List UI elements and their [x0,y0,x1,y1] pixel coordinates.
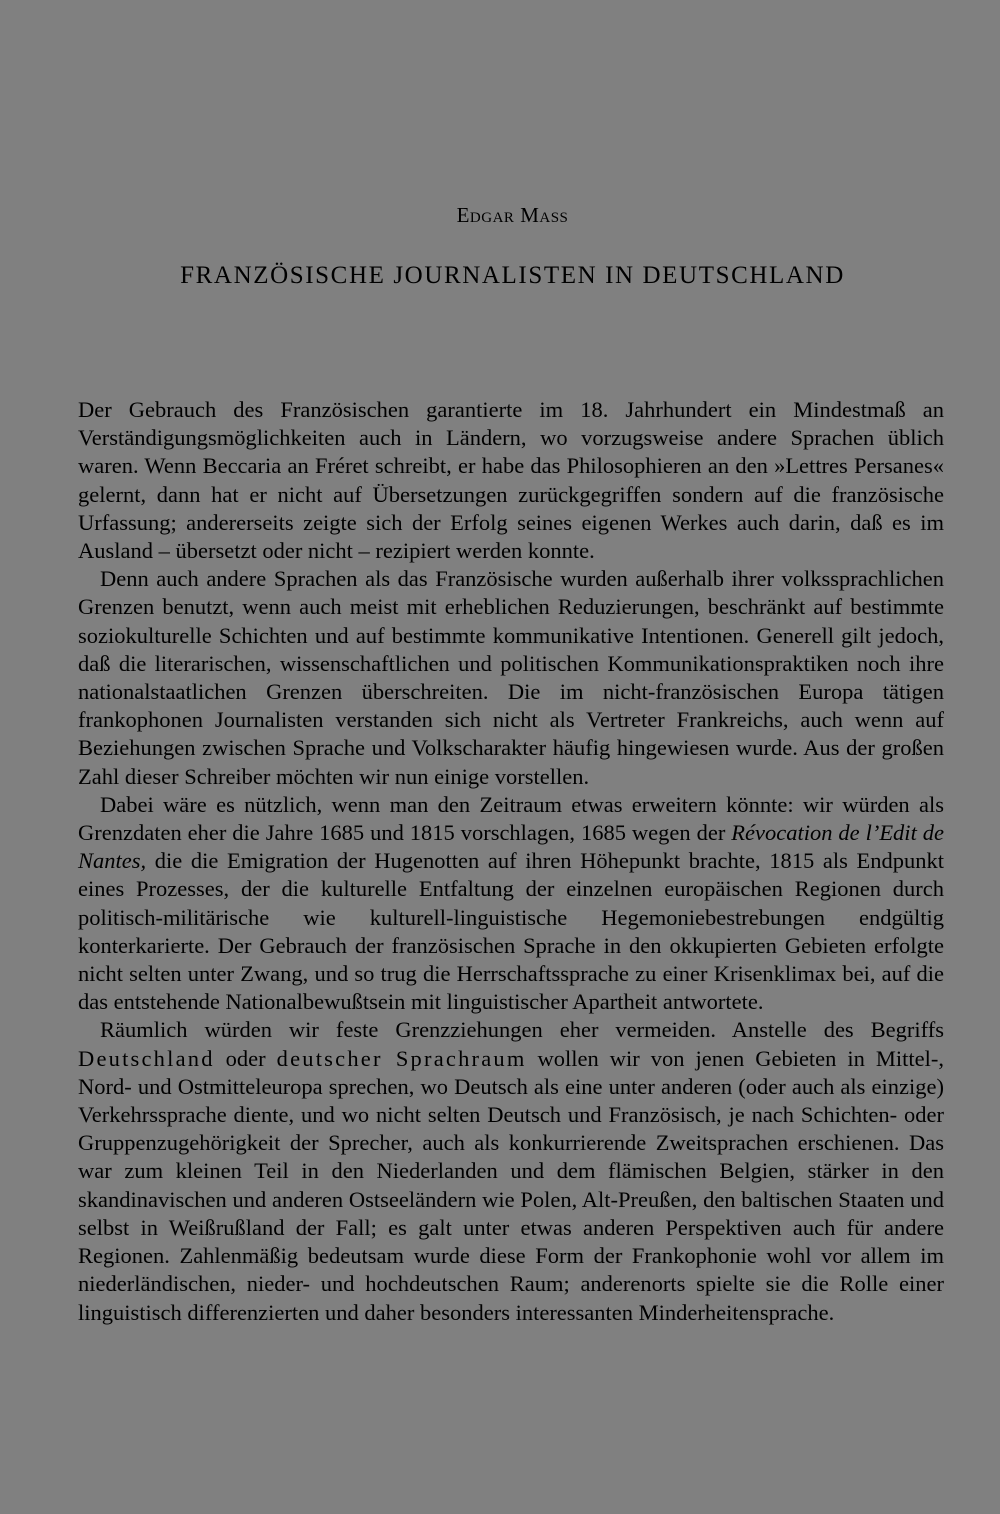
paragraph-1: Der Gebrauch des Französischen garantierte im 18. Jahrhundert ein Mindestmaß an Verständigungsmöglichkeiten auch in Ländern, wo vorzugsweise andere Sprachen üblich waren. Wenn Beccaria an Fréret schreibt, er habe das Philosophieren an den »Lettres Persanes« gelernt, dann hat er nicht auf Übersetzungen zurückgegriffen sondern auf die französische Urfassung; andererseits zeigte sich der Erfolg seines eigenen Werkes auch darin, daß es im Ausland – übersetzt oder nicht – rezipiert werden konnte. [78,397,944,564]
author-name: Edgar Mass [456,203,569,227]
article-body [78,396,944,1327]
paragraph-3-text-b: die die Emigration der Hugenotten auf ihren Höhepunkt brachte, 1815 als Endpunkt eines Prozesses, der die kulturelle Entfaltung der einzelnen europäischen Regionen durch politisch-militärische wie kulturell-linguistische Hegemoniebestrebungen endgültig konterkarierte. Der Gebrauch der französischen Sprache in den okkupierten Gebieten erfolgte nicht selten unter Zwang, und so trug die Herrschaftssprache zu einer Krisenklimax bei, auf die das entstehende Nationalbewußtsein mit linguistischer Apartheit antwortete. [78,848,944,1015]
spaced-term-sprachraum: deutscher Sprachraum [276,1045,527,1071]
paragraph-3-text-a: Dabei wäre es nützlich, wenn man den Zeitraum etwas erweitern könnte: wir würden als Grenzdaten eher die Jahre 1685 und 1815 vorschlagen, 1685 wegen der [78,791,944,846]
paragraph-4-text-a: Räumlich würden wir feste Grenzziehungen eher vermeiden. Anstelle des Begriffs [100,1017,944,1043]
article-title: FRANZÖSISCHE JOURNALISTEN IN DEUTSCHLAND [180,262,845,289]
paragraph-4 [78,1016,944,1326]
paragraph-4-text-b: oder [214,1045,277,1071]
paragraph-2: Denn auch andere Sprachen als das Französische wurden außerhalb ihrer volkssprachlichen Grenzen benutzt, wenn auch meist mit erheblichen Reduzierungen, beschränkt auf bestimmte soziokulturelle Schichten und auf bestimmte kommunikative Intentionen. Generell gilt jedoch, daß die literarischen, wissenschaftlichen und politischen Kommunikationspraktiken noch ihre nationalstaatlichen Grenzen überschreiten. Die im nicht-französischen Europa tätigen frankophonen Journalisten verstanden sich nicht als Vertreter Frankreichs, auch wenn auf Beziehungen zwischen Sprache und Volkscharakter häufig hingewiesen wurde. Aus der großen Zahl dieser Schreiber möchten wir nun einige vorstellen. [78,566,944,789]
paragraph-4-text-c: wollen wir von jenen Gebieten in Mittel-, Nord- und Ostmitteleuropa sprechen, wo Deutsch als eine unter anderen (oder auch als einzige) Verkehrssprache diente, und wo nicht selten Deutsch und Französisch, je nach Schichten- oder Gruppenzugehörigkeit der Sprecher, auch als konkurrierende Zweitsprachen erschienen. Das war zum kleinen Teil in den Niederlanden und dem flämischen Belgien, stärker in den skandinavischen und anderen Ostseeländern wie Polen, Alt-Preußen, den baltischen Staaten und selbst in Weißrußland der Fall; es galt unter etwas anderen Perspektiven auch für andere Regionen. Zahlenmäßig bedeutsam wurde diese Form der Frankophonie wohl vor allem im niederländischen, nieder- und hochdeutschen Raum; anderenorts spielte sie die Rolle einer linguistisch differenzierten und daher besonders interessanten Minderheitensprache. [78,1045,945,1325]
spaced-term-deutschland: Deutschland [78,1045,215,1071]
paragraph-3 [78,791,944,1017]
italic-title-revocation: Révocation de l’Edit de Nantes, [78,820,944,874]
